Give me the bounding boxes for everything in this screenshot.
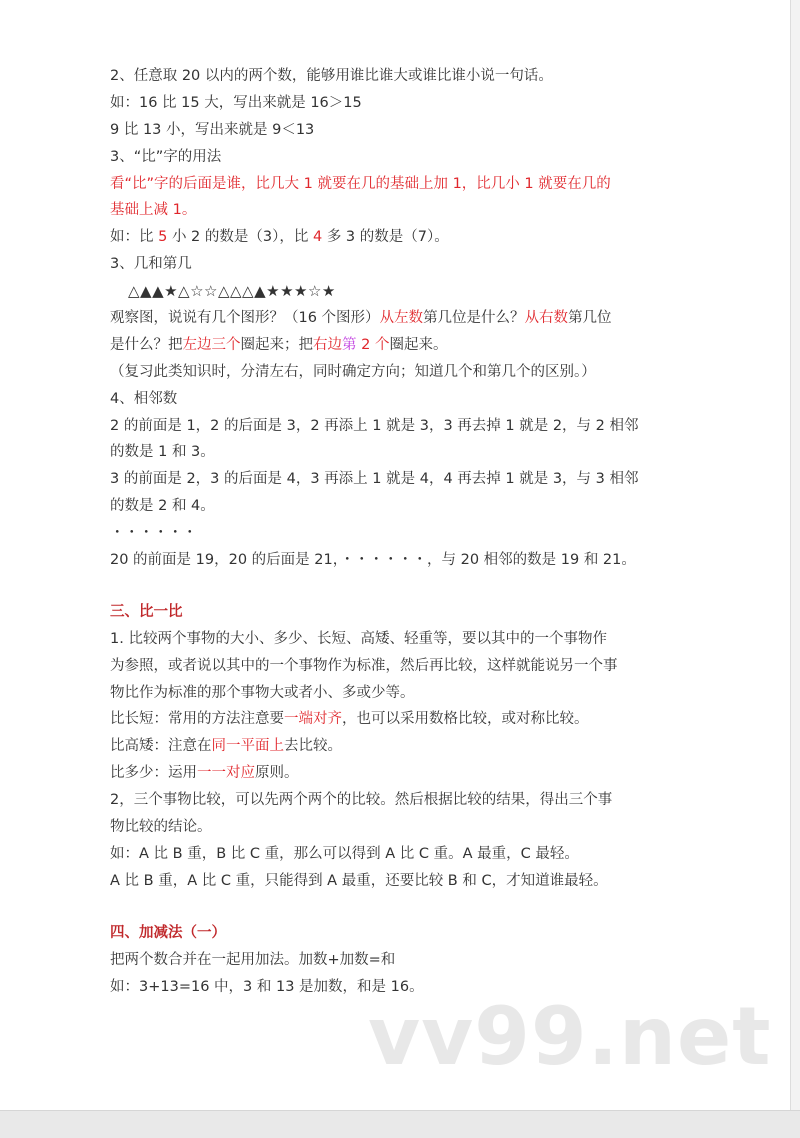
section-heading xyxy=(110,599,710,626)
highlighted-text: 第 xyxy=(342,336,357,353)
text-segment: 圈起来；把 xyxy=(240,336,313,353)
text-line xyxy=(110,439,710,466)
text-segment: 的数是 1 和 3。 xyxy=(110,444,215,461)
text-line xyxy=(110,386,710,413)
text-segment: 比高矮：注意在 xyxy=(110,738,212,755)
highlighted-text: 5 xyxy=(158,229,168,246)
text-segment: ・・・・・・ xyxy=(110,525,197,542)
text-segment: 的数是 2 和 4。 xyxy=(110,498,215,515)
highlighted-text: 2 个 xyxy=(356,336,390,353)
highlighted-text: 4 xyxy=(312,229,323,246)
text-segment: 圈起来。 xyxy=(389,336,448,353)
highlighted-text: 右边 xyxy=(313,336,342,353)
text-line xyxy=(110,493,710,520)
watermark: vv99.net xyxy=(368,990,772,1083)
text-segment: A 比 B 重，A 比 C 重，只能得到 A 最重，还要比较 B 和 C，才知道谁最轻。 xyxy=(110,872,608,889)
highlighted-text: 从左数 xyxy=(379,310,424,327)
text-line xyxy=(110,171,710,198)
text-segment: 4、相邻数 xyxy=(110,390,178,407)
highlighted-text: 一端对齐 xyxy=(284,711,342,728)
text-line xyxy=(110,680,710,707)
text-segment: 小 2 的数是（3），比 xyxy=(167,229,313,246)
text-line xyxy=(110,466,710,493)
text-segment: 3 的前面是 2，3 的后面是 4，3 再添上 1 就是 4，4 再去掉 1 就是 3，与 3 相邻 xyxy=(110,471,639,488)
text-segment: 三、比一比 xyxy=(110,603,183,620)
text-line xyxy=(110,359,710,386)
highlighted-text: 基础上减 1。 xyxy=(110,202,197,219)
text-segment: ，也可以采用数格比较，或对称比较。 xyxy=(342,711,589,728)
text-segment: 第几位 xyxy=(568,310,612,327)
text-segment: 物比较的结论。 xyxy=(110,819,212,836)
text-line xyxy=(110,251,710,278)
text-line xyxy=(110,760,710,787)
text-segment: 1. 比较两个事物的大小、多少、长短、高矮、轻重等，要以其中的一个事物作 xyxy=(110,630,607,647)
highlighted-text: 从右数 xyxy=(524,310,569,327)
text-line xyxy=(110,90,710,117)
text-line xyxy=(110,626,710,653)
text-segment: 如：3+13=16 中，3 和 13 是加数，和是 16。 xyxy=(110,978,424,995)
text-line xyxy=(110,653,710,680)
text-line xyxy=(110,706,710,733)
document-content xyxy=(110,63,710,1000)
section-heading xyxy=(110,920,710,947)
spacer xyxy=(110,895,710,920)
highlighted-text: 同一平面上 xyxy=(211,738,284,755)
text-line xyxy=(110,947,710,974)
text-segment: 原则。 xyxy=(255,765,299,782)
text-segment: （复习此类知识时，分清左右，同时确定方向；知道几个和第几个的区别。） xyxy=(110,363,596,380)
text-segment: 如：16 比 15 大，写出来就是 16＞15 xyxy=(110,94,362,111)
text-line xyxy=(110,305,710,332)
text-segment: 四、加减法（一） xyxy=(110,924,226,941)
bottom-bar xyxy=(0,1110,800,1138)
text-segment: 比长短：常用的方法注意要 xyxy=(110,711,284,728)
text-segment: 是什么？把 xyxy=(110,336,183,353)
text-segment: 2 的前面是 1，2 的后面是 3，2 再添上 1 就是 3，3 再去掉 1 就是 2，与 2 相邻 xyxy=(110,417,639,434)
text-segment: 去比较。 xyxy=(284,738,342,755)
text-segment: △▲▲★△☆☆△△△▲★★★☆★ xyxy=(128,282,336,301)
highlighted-text: 看“比”字的后面是谁，比几大 1 就要在几的基础上加 1，比几小 1 就要在几的 xyxy=(110,175,611,192)
text-segment: 2、任意取 20 以内的两个数，能够用谁比谁大或谁比谁小说一句话。 xyxy=(110,68,553,84)
text-segment: 第几位是什么？ xyxy=(423,310,525,327)
text-segment: 20 的前面是 19，20 的后面是 21，・・・・・・，与 20 相邻的数是 19 和 21。 xyxy=(110,552,636,569)
text-segment: 为参照，或者说以其中的一个事物作为标准，然后再比较，这样就能说另一个事 xyxy=(110,657,618,674)
text-segment: 多 3 的数是（7）。 xyxy=(322,229,449,246)
text-line xyxy=(110,197,710,224)
text-line xyxy=(110,332,710,359)
text-line xyxy=(110,841,710,868)
text-segment: 把两个数合并在一起用加法。加数+加数=和 xyxy=(110,951,396,968)
text-line xyxy=(110,787,710,814)
spacer xyxy=(110,574,710,599)
text-segment: 比多少：运用 xyxy=(110,765,197,782)
text-line xyxy=(110,117,710,144)
text-line xyxy=(110,868,710,895)
text-segment: 如：A 比 B 重，B 比 C 重，那么可以得到 A 比 C 重。A 最重，C 最轻。 xyxy=(110,845,579,862)
text-line xyxy=(110,814,710,841)
text-segment: 2，三个事物比较，可以先两个两个的比较。然后根据比较的结果，得出三个事 xyxy=(110,792,613,809)
text-segment: 如：比 xyxy=(110,229,159,246)
text-segment: 3、“比”字的用法 xyxy=(110,148,222,165)
text-segment: 9 比 13 小，写出来就是 9＜13 xyxy=(110,121,315,138)
text-segment: 观察图，说说有几个图形？（16 个图形） xyxy=(110,310,380,327)
text-line xyxy=(110,144,710,171)
highlighted-text: 一一对应 xyxy=(197,765,255,782)
text-line xyxy=(110,520,710,547)
shape-sequence xyxy=(110,278,710,305)
text-line xyxy=(110,63,710,90)
text-line xyxy=(110,413,710,440)
text-line xyxy=(110,547,710,574)
text-line xyxy=(110,733,710,760)
text-segment: 物比作为标准的那个事物大或者小、多或少等。 xyxy=(110,684,415,701)
text-segment: 3、几和第几 xyxy=(110,256,192,273)
scrollbar-track[interactable] xyxy=(791,0,800,1137)
text-line xyxy=(110,224,710,251)
highlighted-text: 左边三个 xyxy=(182,336,241,353)
